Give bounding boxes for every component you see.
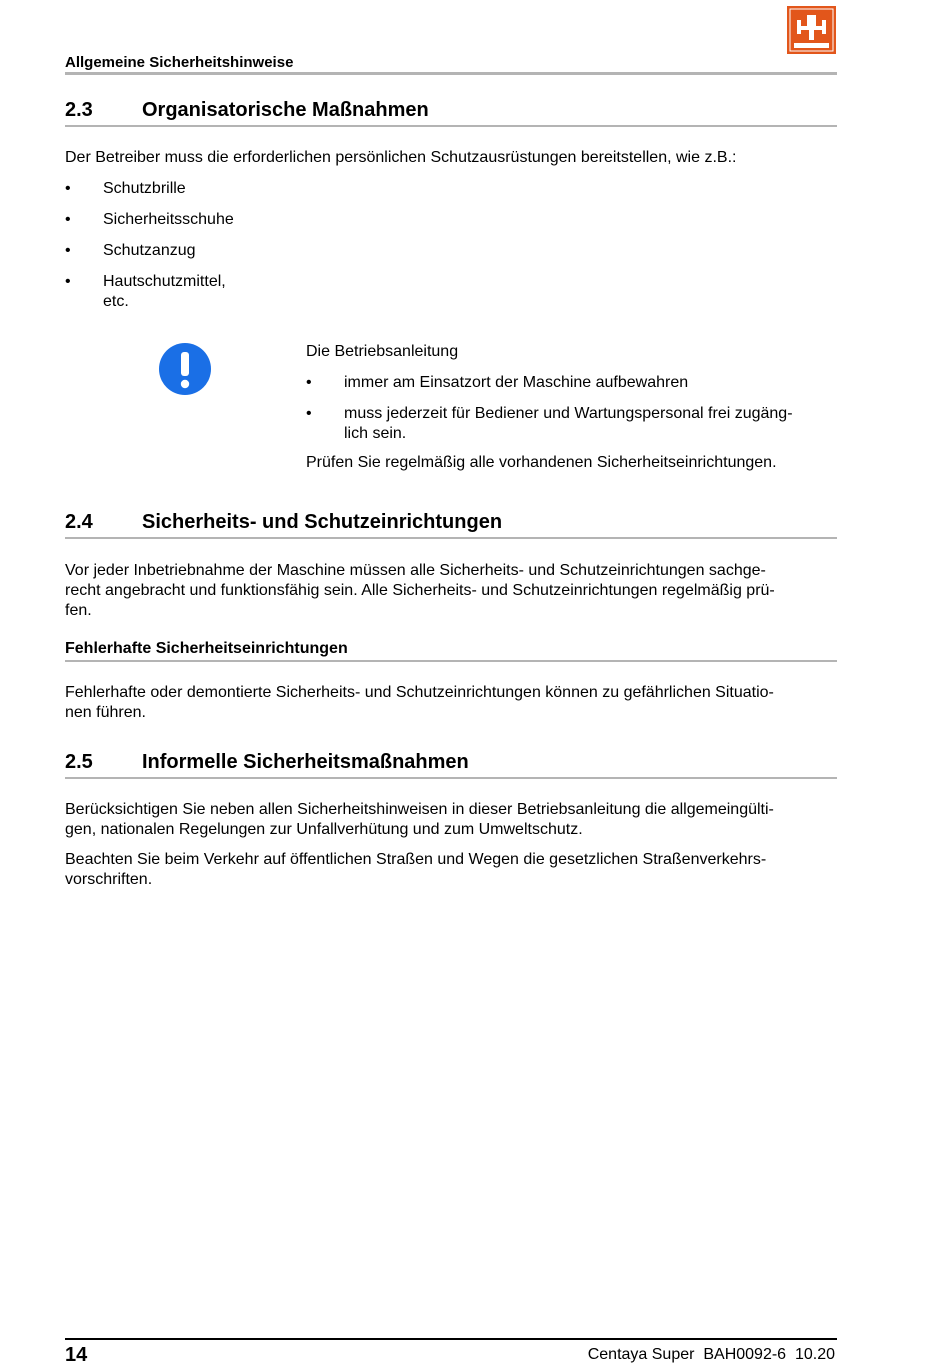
section-2-3-number: 2.3 [65,99,93,121]
section-2-4-divider [65,537,837,539]
amazone-logo [787,6,836,54]
subheading-divider [65,660,837,662]
section-2-3-divider [65,125,837,127]
section-2-4-number: 2.4 [65,511,93,533]
page-header-title: Allgemeine Sicherheitshinweise [65,54,294,71]
section-2-4-title: Sicherheits- und Schutzeinrichtungen [142,511,503,533]
section-2-5-number: 2.5 [65,751,93,773]
section-2-5-paragraph-1: Berücksichtigen Sie neben allen Sicherheitshinweisen in dieser Betriebsanleitung die allgemeingülti- gen, nationalen Regelungen zur Unfallverhütung und zum Umweltschutz. [65,801,774,838]
section-2-3-intro: Der Betreiber muss die erforderlichen persönlichen Schutzausrüstungen bereitstellen, wie z.B.: [65,149,737,166]
exclamation-icon [158,342,212,396]
page-number: 14 [65,1344,88,1366]
header-divider [65,72,837,75]
section-2-3-title: Organisatorische Maßnahmen [142,99,429,121]
section-2-4-sub-paragraph: Fehlerhafte oder demontierte Sicherheits- und Schutzeinrichtungen können zu gefährlichen Situatio- nen führen. [65,684,774,721]
section-2-4-paragraph: Vor jeder Inbetriebnahme der Maschine müssen alle Sicherheits- und Schutzeinrichtungen sachge- recht angebracht und funktionsfähig sein. Alle Sicherheits- und Schutzeinrichtungen regelmäßig prü- fen. [65,562,775,619]
section-2-4-heading [65,511,502,534]
footer-divider [65,1338,837,1340]
section-2-5-divider [65,777,837,779]
section-2-3-heading [65,99,429,122]
note-intro: Die Betriebsanleitung [306,343,459,360]
note-closing: Prüfen Sie regelmäßig alle vorhandenen Sicherheitseinrichtungen. [306,454,777,471]
note-item-continuation: lich sein. [344,425,407,442]
section-2-5-title: Informelle Sicherheitsmaßnahmen [142,751,469,773]
subheading-faulty-safety-devices: Fehlerhafte Sicherheitseinrichtungen [65,640,348,657]
section-2-5-heading [65,751,469,774]
document-info: Centaya Super BAH0092-6 10.20 [587,1346,835,1363]
section-2-5-paragraph-2: Beachten Sie beim Verkehr auf öffentlichen Straßen und Wegen die gesetzlichen Straßenverkehrs- vorschriften. [65,851,767,888]
